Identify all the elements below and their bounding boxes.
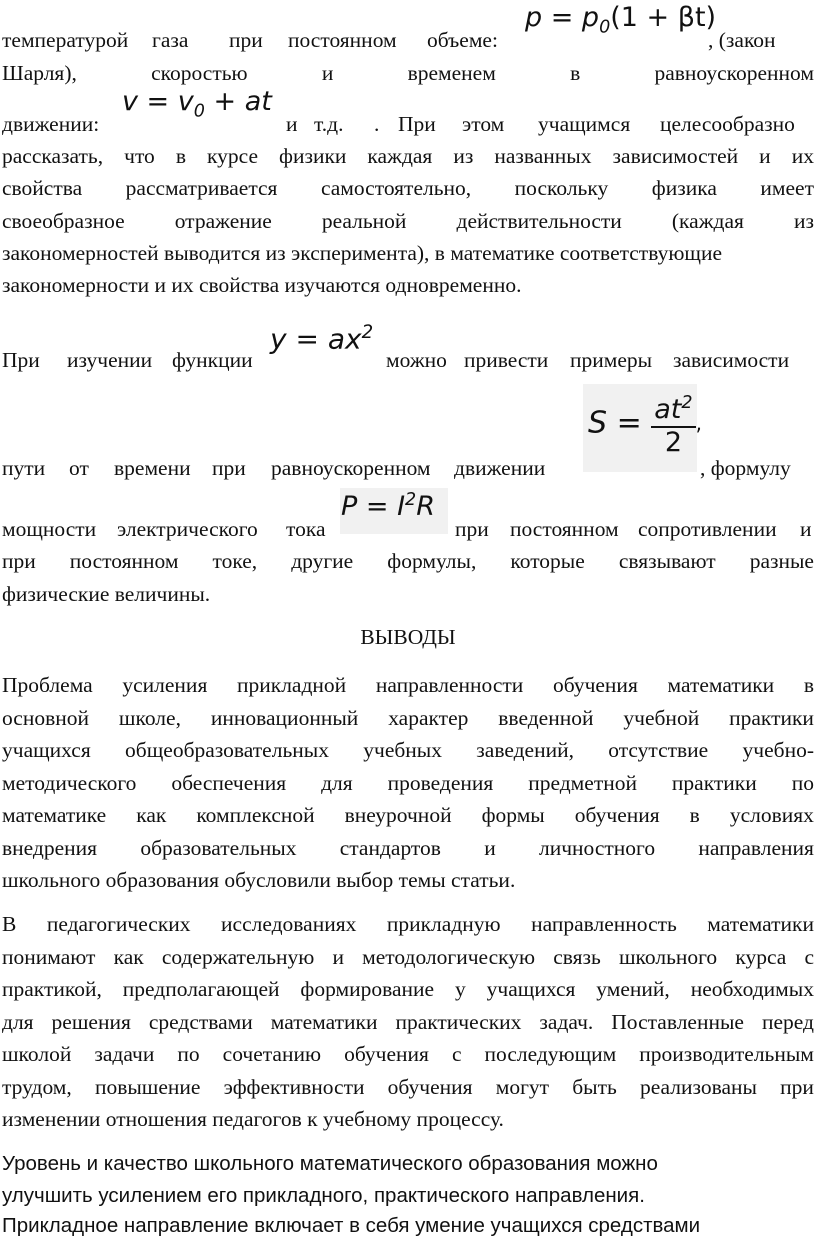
word: прикладную bbox=[386, 912, 501, 936]
text-line bbox=[0, 140, 816, 172]
word: для bbox=[2, 1009, 34, 1034]
word: и bbox=[321, 61, 334, 85]
text-line bbox=[0, 1038, 816, 1070]
word: формулы, bbox=[387, 549, 477, 573]
word: другие bbox=[291, 549, 354, 573]
word: в bbox=[803, 673, 814, 697]
word: решения bbox=[51, 1009, 131, 1034]
word: учащихся bbox=[2, 738, 91, 762]
word: прикладной bbox=[237, 673, 347, 697]
word: обучения bbox=[574, 803, 660, 827]
word: введенной bbox=[498, 705, 594, 730]
word: , формулу bbox=[700, 456, 791, 480]
word: инновационный bbox=[210, 705, 359, 730]
word: в bbox=[175, 144, 186, 168]
word: в bbox=[570, 61, 581, 85]
word: предметной bbox=[528, 770, 637, 795]
word: трудом, bbox=[2, 1074, 72, 1099]
word: задачи bbox=[94, 1042, 155, 1066]
word: рассказать, bbox=[2, 144, 104, 168]
word: из bbox=[453, 144, 474, 168]
parabola-formula: $y = ax^2$ bbox=[270, 322, 374, 356]
word: повышение bbox=[94, 1074, 201, 1099]
word: общеобразовательных bbox=[125, 738, 329, 762]
word: действительности bbox=[456, 209, 622, 233]
word: от bbox=[69, 456, 89, 480]
word: движении: bbox=[2, 112, 100, 136]
text-line bbox=[0, 669, 816, 701]
word: Шарля), bbox=[2, 61, 77, 85]
word: при bbox=[212, 456, 246, 480]
word: усиления bbox=[122, 673, 208, 697]
word: предполагающей bbox=[122, 977, 280, 1001]
word: можно bbox=[386, 348, 447, 372]
text-line bbox=[0, 908, 816, 940]
word: по bbox=[791, 770, 814, 795]
word: комплексной bbox=[196, 803, 315, 827]
text-line bbox=[0, 973, 816, 1005]
text-line bbox=[0, 799, 816, 831]
word: названных bbox=[494, 144, 592, 168]
text-line: Прикладное направление включает в себя умение учащихся средствами bbox=[2, 1214, 701, 1237]
word: учащихся bbox=[486, 977, 576, 1001]
text-line bbox=[0, 545, 816, 577]
word: учебно- bbox=[742, 738, 814, 762]
word: условиях bbox=[729, 803, 814, 827]
word: формы bbox=[481, 803, 545, 827]
word: равноускоренном bbox=[654, 61, 814, 85]
word: которые bbox=[510, 549, 585, 573]
word: с bbox=[451, 1042, 462, 1066]
text-line bbox=[0, 1006, 816, 1038]
text-line bbox=[0, 702, 816, 734]
word: поскольку bbox=[514, 176, 609, 200]
word: этом bbox=[462, 112, 505, 136]
text-line: школьного образования обусловили выбор темы статьи. bbox=[2, 868, 516, 892]
word: математике bbox=[2, 803, 107, 827]
word: Поставленные bbox=[611, 1009, 744, 1034]
word: направления bbox=[698, 835, 814, 860]
word: практических bbox=[395, 1009, 522, 1034]
word: задач. bbox=[539, 1009, 594, 1034]
text-line bbox=[0, 941, 816, 973]
path-formula: S = $\frac{at^2}{2}$ , bbox=[588, 388, 702, 458]
word: по bbox=[177, 1042, 200, 1066]
word: равноускоренном bbox=[271, 456, 431, 480]
word: в bbox=[689, 803, 700, 827]
word: при bbox=[2, 549, 36, 573]
word: направленности bbox=[375, 673, 524, 697]
text-line: улучшить усилением его прикладного, практического направления. bbox=[2, 1184, 645, 1207]
word: школе, bbox=[118, 705, 181, 730]
word: В bbox=[2, 912, 17, 936]
word: при bbox=[780, 1074, 814, 1099]
word: школой bbox=[2, 1042, 72, 1066]
word: практики bbox=[671, 770, 757, 795]
text-line: закономерности и их свойства изучаются одновременно. bbox=[2, 273, 522, 297]
word: математики bbox=[667, 673, 775, 697]
word: средствами bbox=[148, 1009, 253, 1034]
text-line: физические величины. bbox=[2, 582, 211, 606]
word: самостоятельно, bbox=[320, 176, 472, 200]
word: при bbox=[229, 28, 263, 52]
word: педагогических bbox=[46, 912, 191, 936]
word: (каждая bbox=[671, 209, 744, 233]
word: пути bbox=[2, 456, 46, 480]
word: математики bbox=[707, 912, 814, 936]
word: характер bbox=[388, 705, 469, 730]
word: и bbox=[759, 144, 771, 168]
word: свойства bbox=[2, 176, 83, 200]
word: постоянном bbox=[69, 549, 179, 573]
word: физики bbox=[279, 144, 347, 168]
word: т.д. bbox=[314, 112, 344, 136]
word: обучения bbox=[344, 1042, 429, 1066]
word: привести bbox=[464, 348, 549, 372]
word: практикой, bbox=[2, 977, 102, 1001]
word: отражение bbox=[174, 209, 272, 233]
word: обеспечения bbox=[171, 770, 287, 795]
word: направленность bbox=[531, 912, 677, 936]
text-line: Уровень и качество школьного математического образования можно bbox=[2, 1152, 658, 1175]
word: связывают bbox=[618, 549, 716, 573]
word: реализованы bbox=[639, 1074, 757, 1099]
word: у bbox=[455, 977, 466, 1001]
section-heading: ВЫВОДЫ bbox=[360, 625, 456, 649]
word: примеры bbox=[570, 348, 653, 372]
word: , (закон bbox=[708, 28, 776, 52]
word: школьного bbox=[618, 944, 718, 969]
word: понимают bbox=[2, 944, 96, 969]
word: рассматривается bbox=[125, 176, 278, 200]
word: связь bbox=[553, 944, 601, 969]
text-line bbox=[0, 172, 816, 204]
word: основной bbox=[2, 705, 89, 730]
word: временем bbox=[407, 61, 496, 85]
word: токе, bbox=[212, 549, 258, 573]
word: практики bbox=[729, 705, 814, 730]
word: времени bbox=[114, 456, 191, 480]
word: отсутствие bbox=[608, 738, 709, 762]
word: скоростью bbox=[151, 61, 248, 85]
word: При bbox=[398, 112, 436, 136]
word: и bbox=[332, 944, 344, 969]
word: что bbox=[124, 144, 155, 168]
word: последующим bbox=[484, 1042, 617, 1066]
word: курса bbox=[735, 944, 787, 969]
word: . bbox=[374, 112, 380, 136]
word: электрического bbox=[117, 517, 258, 541]
word: реальной bbox=[321, 209, 407, 233]
word: постоянном bbox=[288, 28, 397, 52]
word: разные bbox=[749, 549, 814, 573]
word: производительным bbox=[639, 1042, 814, 1066]
word: температурой bbox=[2, 28, 129, 52]
word: При bbox=[2, 348, 40, 372]
word: учебной bbox=[623, 705, 700, 730]
word: имеет bbox=[760, 176, 814, 200]
word: образовательных bbox=[140, 835, 297, 860]
word: обучения bbox=[552, 673, 638, 697]
word: методического bbox=[2, 770, 137, 795]
word: каждая bbox=[367, 144, 433, 168]
word: сопротивлении bbox=[638, 517, 777, 541]
text-line bbox=[0, 57, 816, 89]
word: стандартов bbox=[339, 835, 441, 860]
word: проведения bbox=[387, 770, 494, 795]
charles-law-formula: $p = p_0(1 + \beta t)$ bbox=[525, 2, 717, 38]
text-line bbox=[0, 734, 816, 766]
word: могут bbox=[495, 1074, 550, 1099]
word: функции bbox=[172, 348, 253, 372]
word: заведений, bbox=[476, 738, 574, 762]
text-line bbox=[0, 205, 816, 237]
text-line: закономерностей выводится из эксперимента), в математике соответствующие bbox=[2, 241, 723, 265]
word: и bbox=[286, 112, 298, 136]
word: с bbox=[804, 944, 814, 969]
text-line: изменении отношения педагогов к учебному процессу. bbox=[2, 1107, 504, 1131]
word: учебных bbox=[363, 738, 442, 762]
word: своеобразное bbox=[2, 209, 125, 233]
word: математики bbox=[270, 1009, 378, 1034]
word: как bbox=[136, 803, 167, 827]
text-line bbox=[0, 832, 816, 864]
word: необходимых bbox=[690, 977, 814, 1001]
word: газа bbox=[152, 28, 189, 52]
word: перед bbox=[761, 1009, 814, 1034]
word: изучении bbox=[67, 348, 153, 372]
word: физика bbox=[651, 176, 717, 200]
word: сочетанию bbox=[222, 1042, 322, 1066]
word: мощности bbox=[2, 517, 97, 541]
word: при bbox=[455, 517, 489, 541]
word: зависимости bbox=[673, 348, 790, 372]
word: тока bbox=[286, 517, 326, 541]
word: объеме: bbox=[427, 28, 498, 52]
word: содержательную bbox=[161, 944, 315, 969]
word: внеурочной bbox=[344, 803, 452, 827]
word: постоянном bbox=[510, 517, 619, 541]
word: быть bbox=[572, 1074, 617, 1099]
word: зависимостей bbox=[612, 144, 739, 168]
word: личностного bbox=[539, 835, 656, 860]
word: и bbox=[484, 835, 496, 860]
word: учащимся bbox=[538, 112, 631, 136]
word: эффективности bbox=[223, 1074, 365, 1099]
word: как bbox=[113, 944, 144, 969]
word: внедрения bbox=[2, 835, 98, 860]
text-line bbox=[0, 1071, 816, 1103]
text-line bbox=[0, 767, 816, 799]
word: исследованиях bbox=[221, 912, 357, 936]
word: умений, bbox=[596, 977, 670, 1001]
word: и bbox=[800, 517, 812, 541]
word: Проблема bbox=[2, 673, 93, 697]
power-formula: $P = I^2R$ bbox=[341, 490, 435, 522]
velocity-formula: $v = v_0$ + at bbox=[122, 86, 272, 122]
word: формирование bbox=[300, 977, 435, 1001]
word: обучения bbox=[387, 1074, 473, 1099]
word: целесообразно bbox=[660, 112, 795, 136]
word: из bbox=[794, 209, 814, 233]
word: курсе bbox=[207, 144, 258, 168]
word: методологическую bbox=[362, 944, 536, 969]
word: для bbox=[321, 770, 353, 795]
word: движении bbox=[454, 456, 546, 480]
word: их bbox=[791, 144, 814, 168]
